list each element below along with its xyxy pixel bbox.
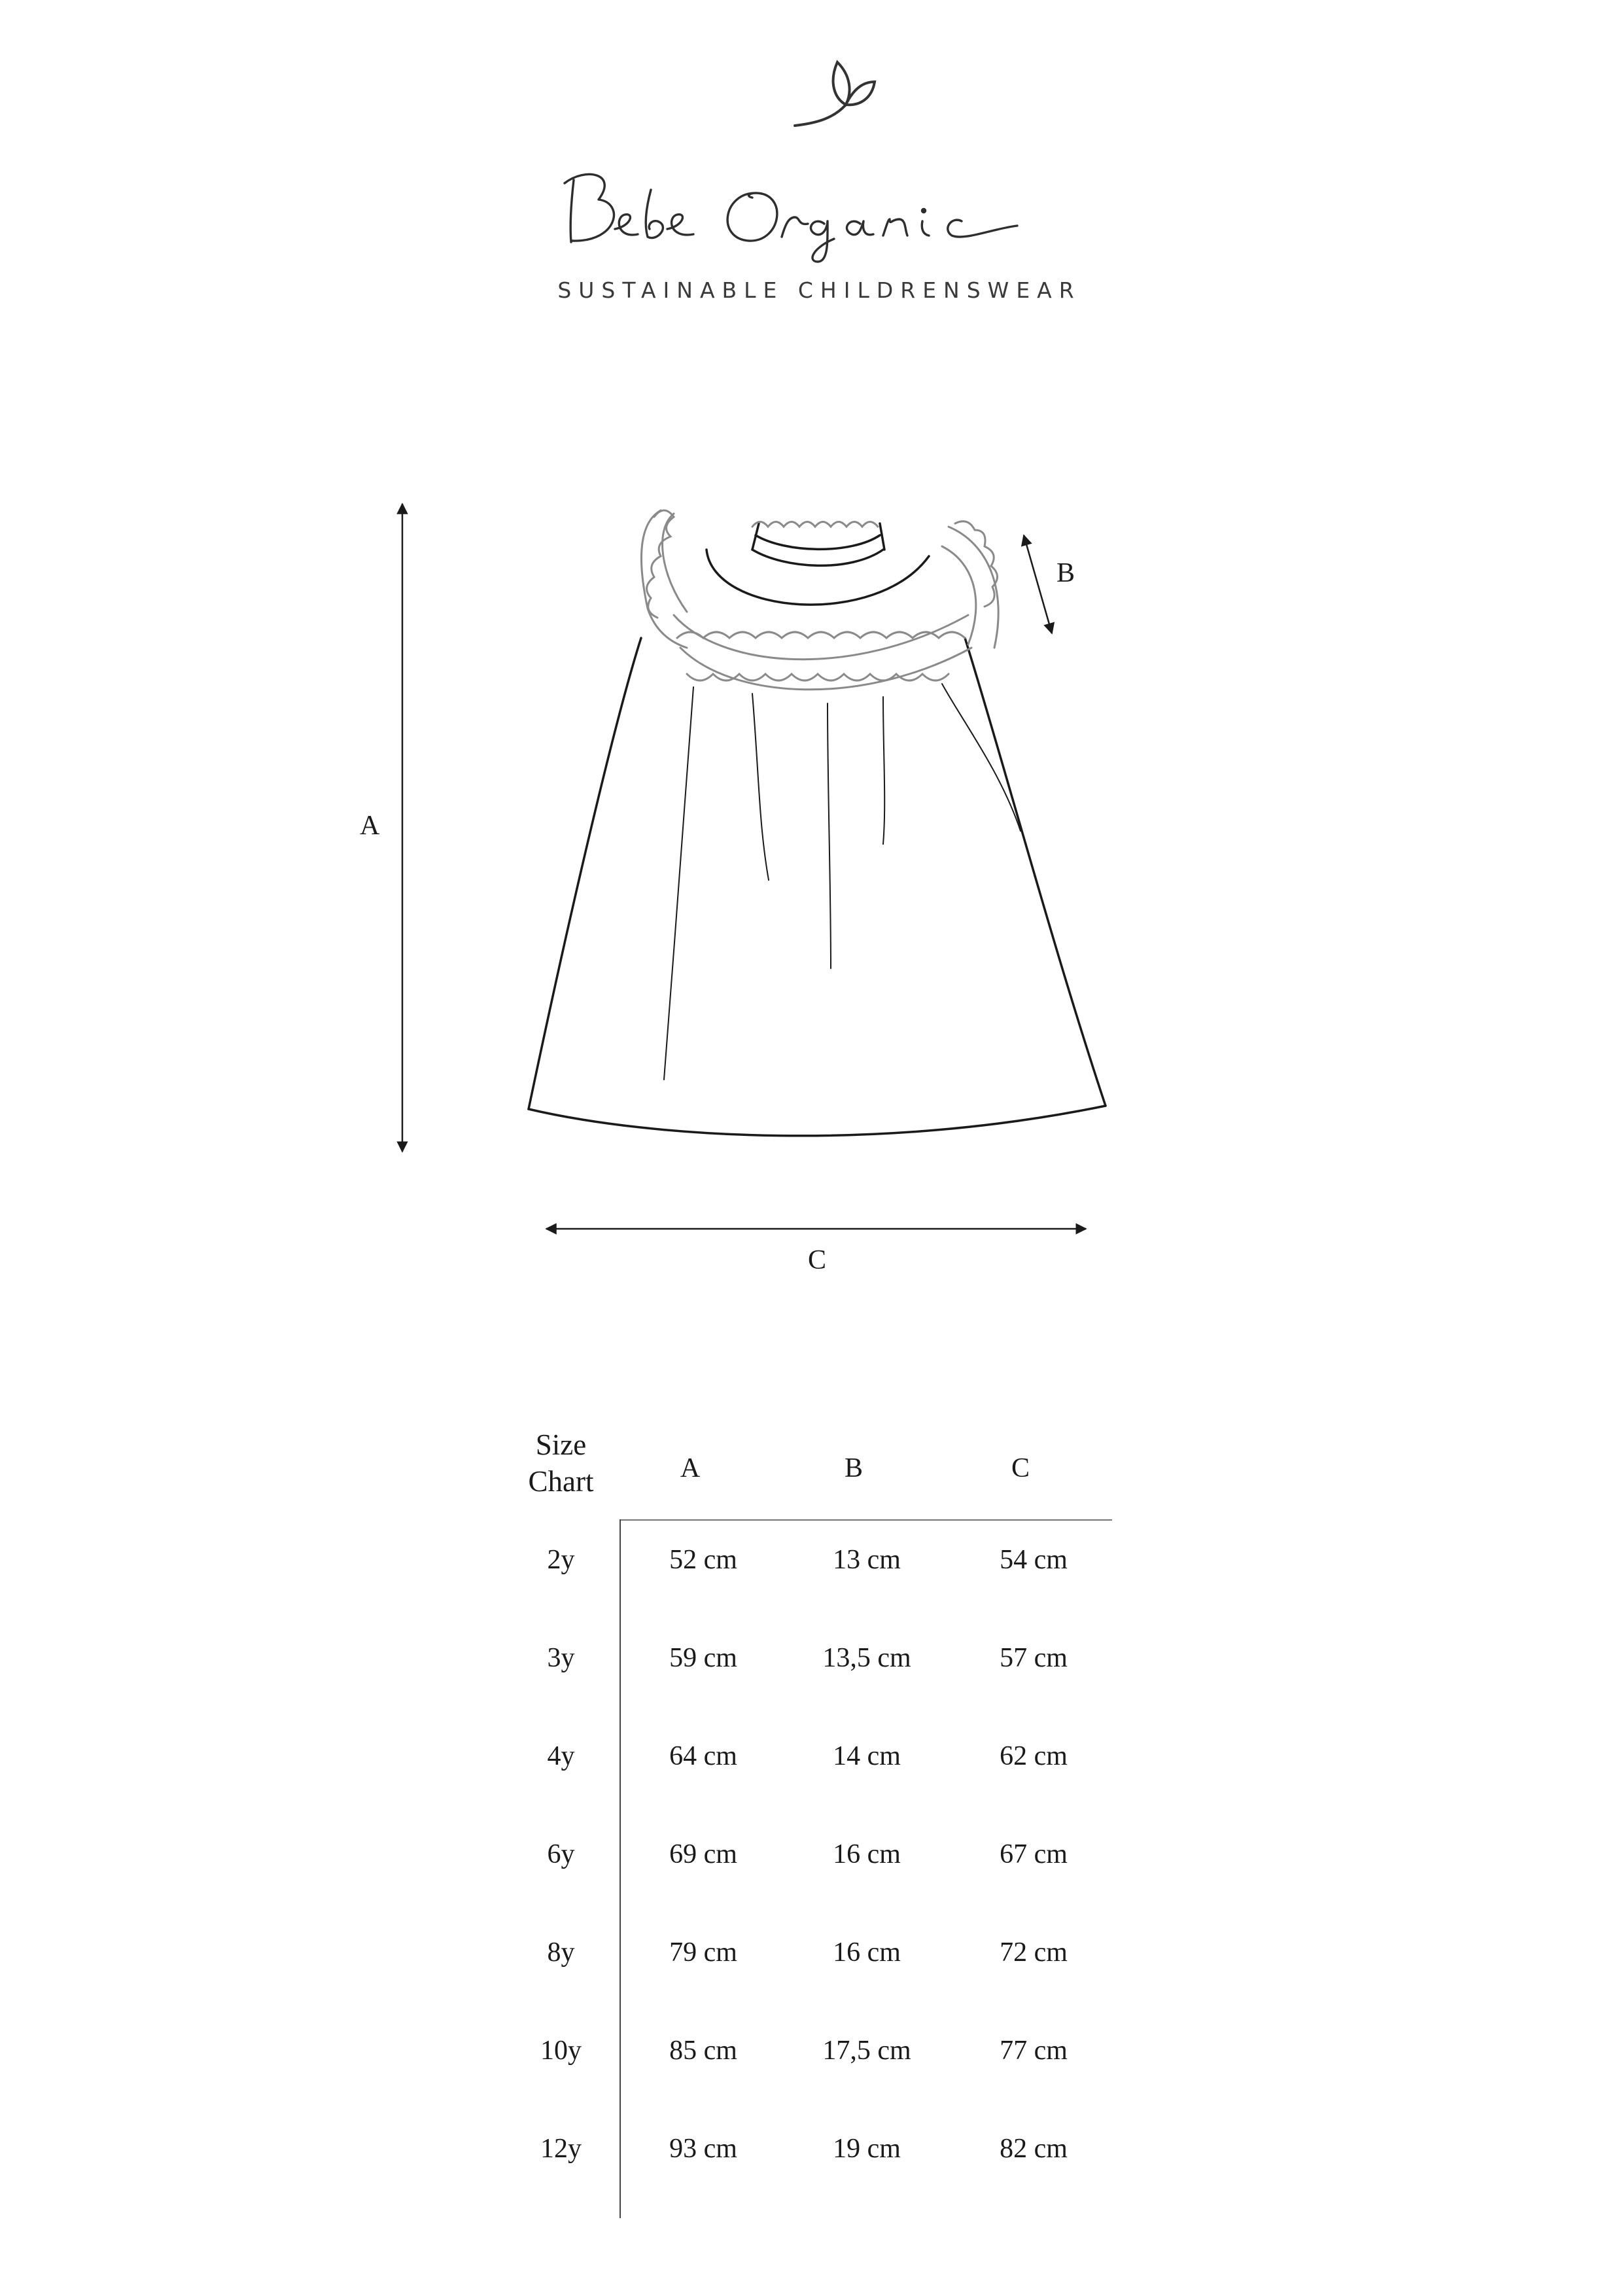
measure-c-cell: 67 cm: [1000, 1839, 1068, 1869]
measure-b-cell: 13,5 cm: [822, 1643, 911, 1673]
table-row: [504, 2133, 1125, 2172]
leaf-logo-icon: [788, 52, 880, 137]
measure-a-cell: 85 cm: [669, 2036, 737, 2066]
table-row: [504, 1544, 1125, 1583]
header-divider: [620, 1519, 1112, 1521]
measure-c-cell: 57 cm: [1000, 1643, 1068, 1673]
measure-a-cell: 52 cm: [669, 1545, 737, 1575]
table-row: [504, 1839, 1125, 1878]
dimension-b-arrow: [1024, 535, 1052, 633]
measure-c-cell: 77 cm: [1000, 2036, 1068, 2066]
measure-b-cell: 13 cm: [833, 1545, 901, 1575]
size-chart-table: [504, 1426, 1125, 2225]
measure-b-cell: 17,5 cm: [822, 2036, 911, 2066]
table-row: [504, 2035, 1125, 2074]
measure-a-cell: 59 cm: [669, 1643, 737, 1673]
dress-fold-lines: [664, 684, 1021, 1080]
measure-c-cell: 72 cm: [1000, 1937, 1068, 1968]
dress-outline: [529, 523, 1106, 1136]
column-header-b: B: [844, 1453, 863, 1483]
dimension-label-b: B: [1056, 558, 1075, 588]
measure-a-cell: 79 cm: [669, 1937, 737, 1968]
column-header-a: A: [680, 1453, 701, 1483]
measure-b-cell: 14 cm: [833, 1741, 901, 1771]
measure-b-cell: 16 cm: [833, 1839, 901, 1869]
size-cell: 4y: [547, 1741, 575, 1771]
size-cell: 8y: [547, 1937, 575, 1968]
measure-b-cell: 16 cm: [833, 1937, 901, 1968]
measure-a-cell: 93 cm: [669, 2134, 737, 2164]
measure-a-cell: 64 cm: [669, 1741, 737, 1771]
corner-line-size: Size: [535, 1428, 587, 1461]
size-cell: 12y: [540, 2134, 582, 2164]
brand-logotype: [559, 164, 1070, 268]
table-row: [504, 1740, 1125, 1780]
column-header-c: C: [1011, 1453, 1030, 1483]
corner-line-chart: Chart: [528, 1465, 594, 1498]
measure-c-cell: 54 cm: [1000, 1545, 1068, 1575]
size-cell: 6y: [547, 1839, 575, 1869]
table-row: [504, 1642, 1125, 1682]
dimension-label-c: C: [808, 1245, 827, 1275]
size-cell: 2y: [547, 1545, 575, 1575]
size-cell: 10y: [540, 2036, 582, 2066]
brand-tagline: SUSTAINABLE CHILDRENSWEAR: [557, 277, 1081, 303]
measure-c-cell: 82 cm: [1000, 2134, 1068, 2164]
size-chart-corner-label: [504, 1426, 618, 1511]
dress-ruffles: [641, 510, 998, 690]
table-row: [504, 1937, 1125, 1976]
dimension-label-a: A: [360, 811, 380, 841]
measure-b-cell: 19 cm: [833, 2134, 901, 2164]
measure-a-cell: 69 cm: [669, 1839, 737, 1869]
size-cell: 3y: [547, 1643, 575, 1673]
measure-c-cell: 62 cm: [1000, 1741, 1068, 1771]
